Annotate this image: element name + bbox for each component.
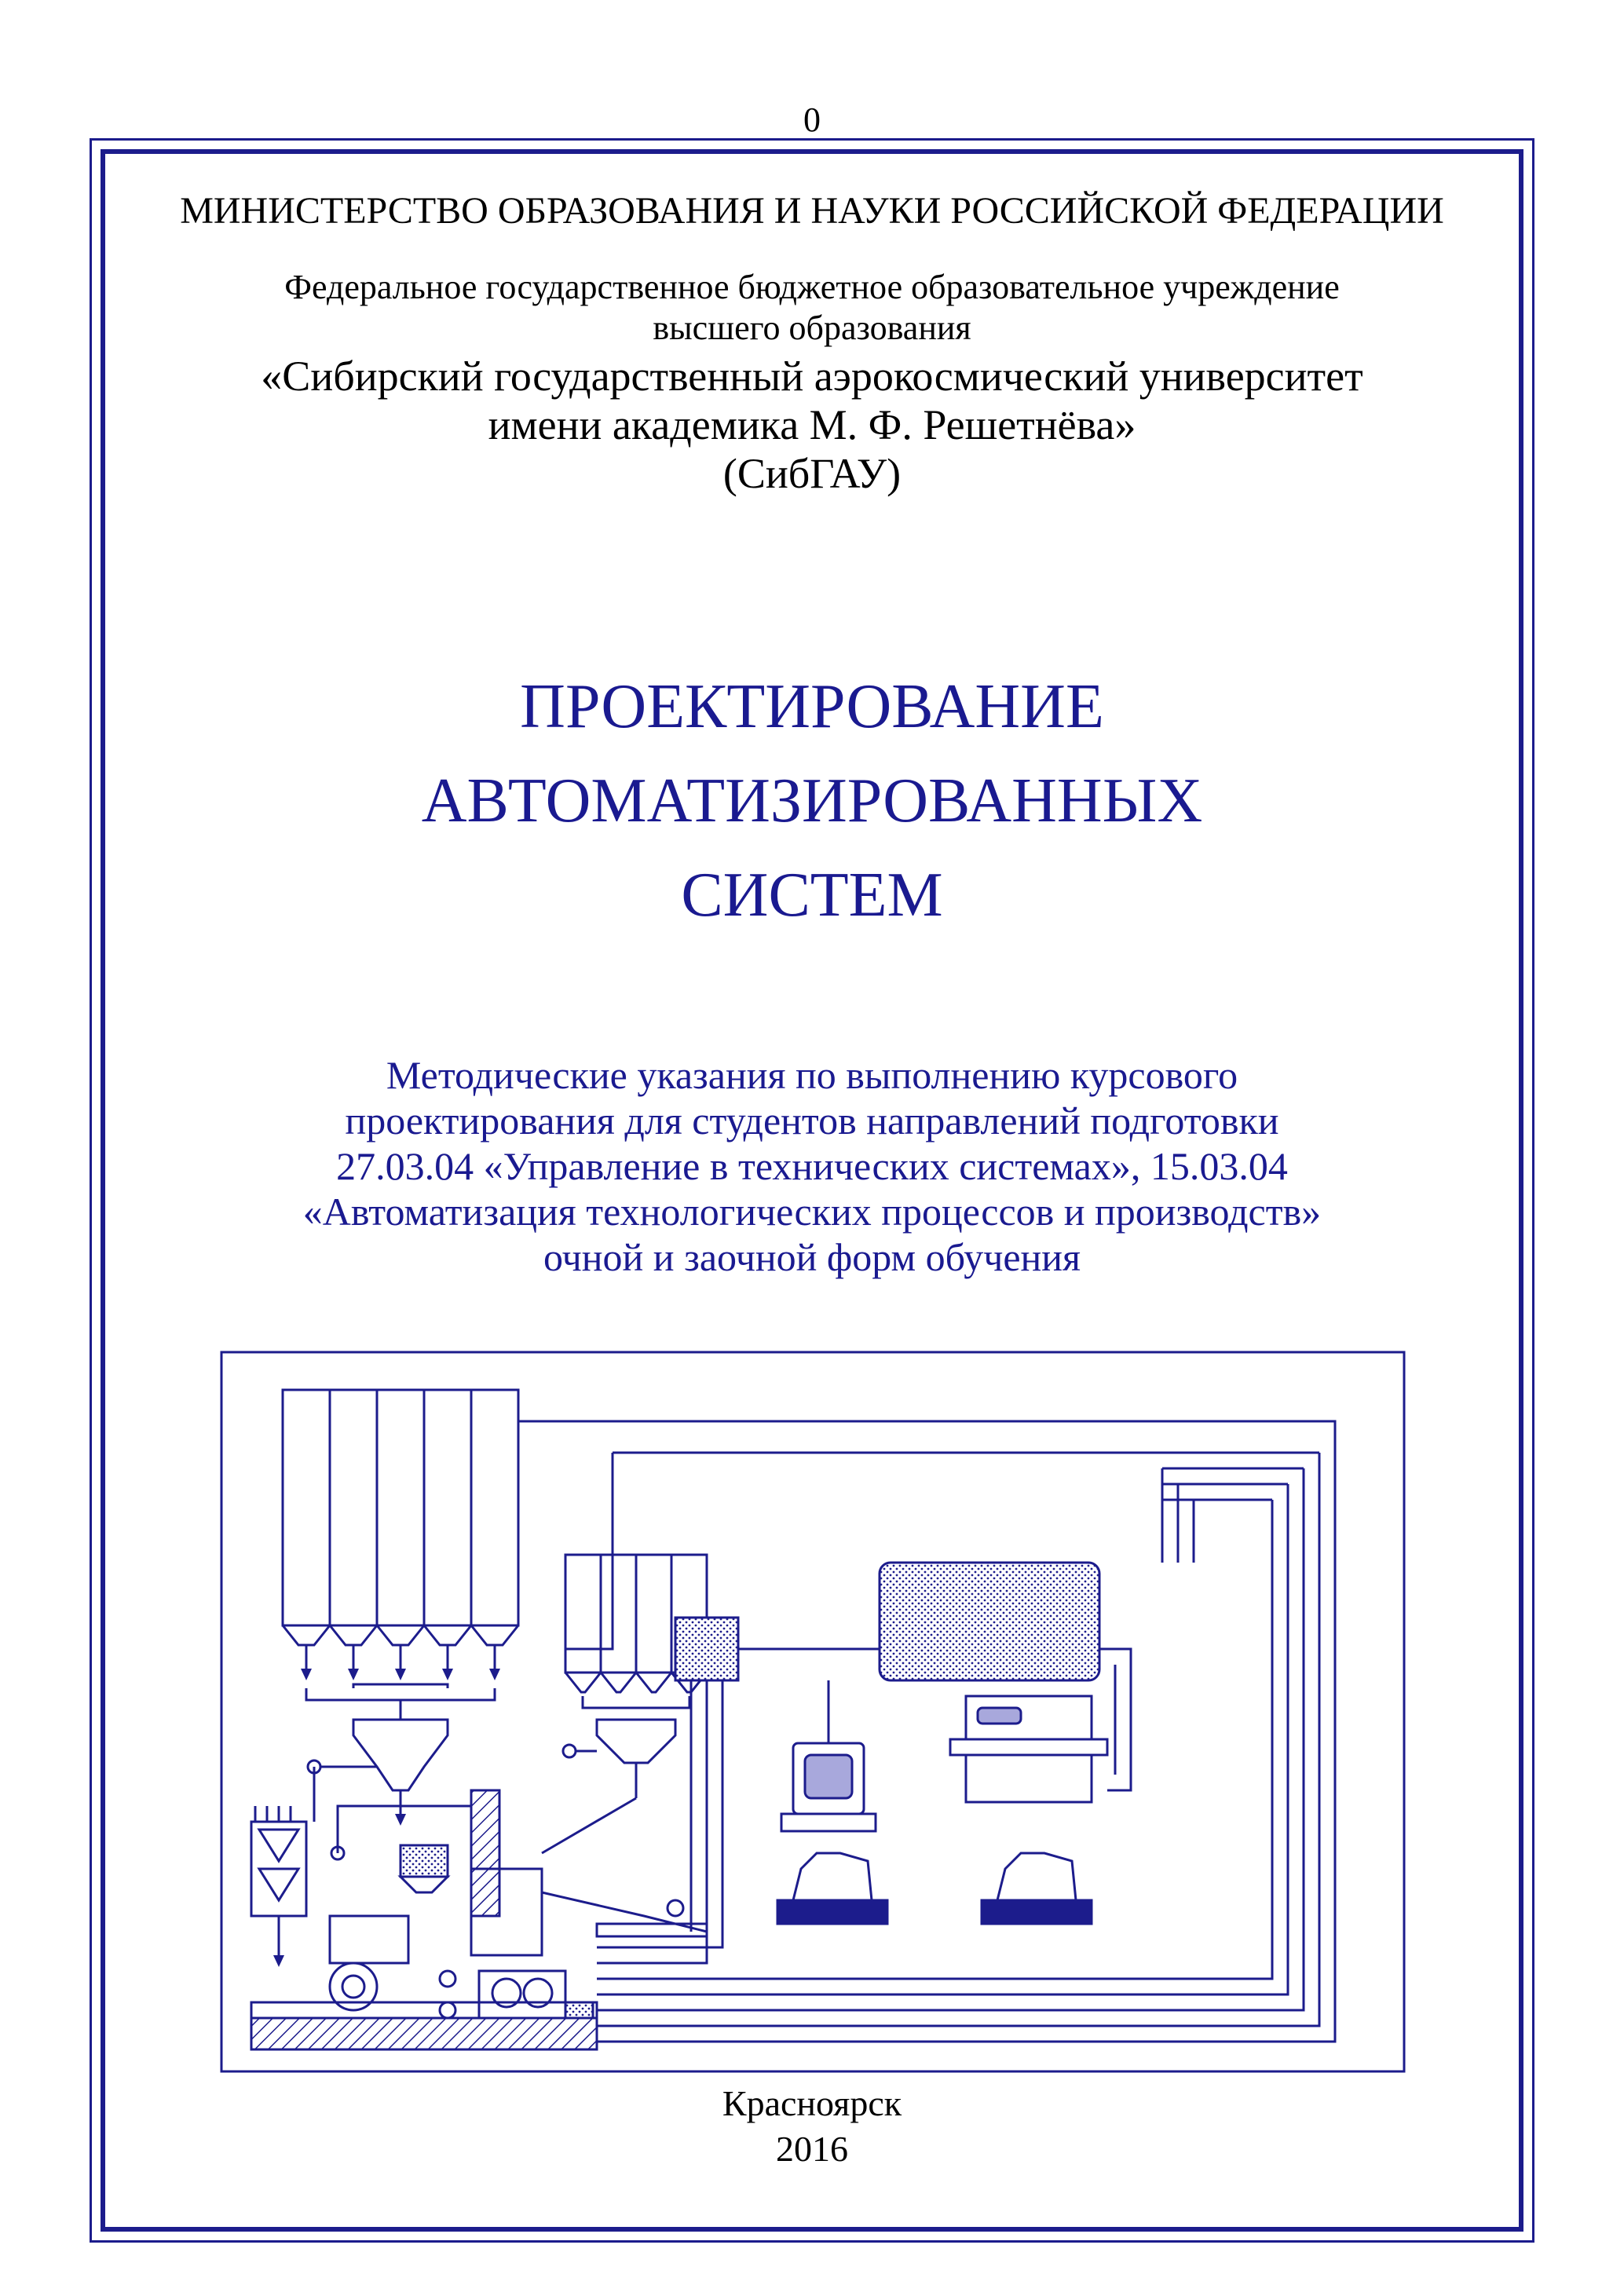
subtitle-line: «Автоматизация технологических процессов и производств» xyxy=(302,1190,1322,1234)
control-console xyxy=(950,1696,1107,1802)
subtitle-line: Методические указания по выполнению курсового xyxy=(386,1053,1238,1097)
printer-right xyxy=(982,1853,1092,1924)
controller-box xyxy=(675,1618,738,1680)
signal-wiring xyxy=(314,1421,1335,2042)
main-computer xyxy=(880,1563,1099,1680)
document-subtitle xyxy=(101,1052,1523,1280)
university-abbreviation: (СибГАУ) xyxy=(722,450,902,497)
university-name xyxy=(101,352,1523,498)
motor-pump xyxy=(330,1916,593,2034)
subtitle-line: 27.03.04 «Управление в технических системах», 15.03.04 xyxy=(336,1144,1288,1188)
institution-line: высшего образования xyxy=(653,309,971,347)
institution-line: Федеральное государственное бюджетное образовательное учреждение xyxy=(284,268,1340,306)
automated-production-line-schematic-icon xyxy=(220,1351,1406,2073)
printer-left xyxy=(777,1853,887,1924)
automated-production-line-illustration xyxy=(220,1351,1406,2073)
publication-city: Красноярск xyxy=(722,2083,902,2123)
title-line: АВТОМАТИЗИРОВАННЫХ xyxy=(421,766,1203,835)
subtitle-line: очной и заочной форм обучения xyxy=(543,1235,1081,1279)
ministry-name: МИНИСТЕРСТВО ОБРАЗОВАНИЯ И НАУКИ РОССИЙСКОЙ ФЕДЕРАЦИИ xyxy=(180,190,1444,232)
hopper-left xyxy=(308,1700,448,1814)
machine-base xyxy=(251,2018,597,2049)
mixer-unit xyxy=(401,1790,707,1955)
title-line: СИСТЕМ xyxy=(681,861,943,930)
university-line: имени академика М. Ф. Решетнёва» xyxy=(488,401,1136,448)
operator-monitor xyxy=(781,1743,876,1831)
university-line: «Сибирский государственный аэрокосмический университет xyxy=(261,353,1363,400)
institution-type xyxy=(101,267,1523,349)
page-number: 0 xyxy=(803,101,821,139)
publication-year: 2016 xyxy=(776,2129,848,2169)
publication-footer xyxy=(101,2081,1523,2172)
subtitle-line: проектирования для студентов направлений подготовки xyxy=(345,1099,1279,1143)
silo-group-left xyxy=(283,1390,518,1700)
title-line: ПРОЕКТИРОВАНИЕ xyxy=(520,672,1104,741)
document-title xyxy=(101,660,1523,942)
